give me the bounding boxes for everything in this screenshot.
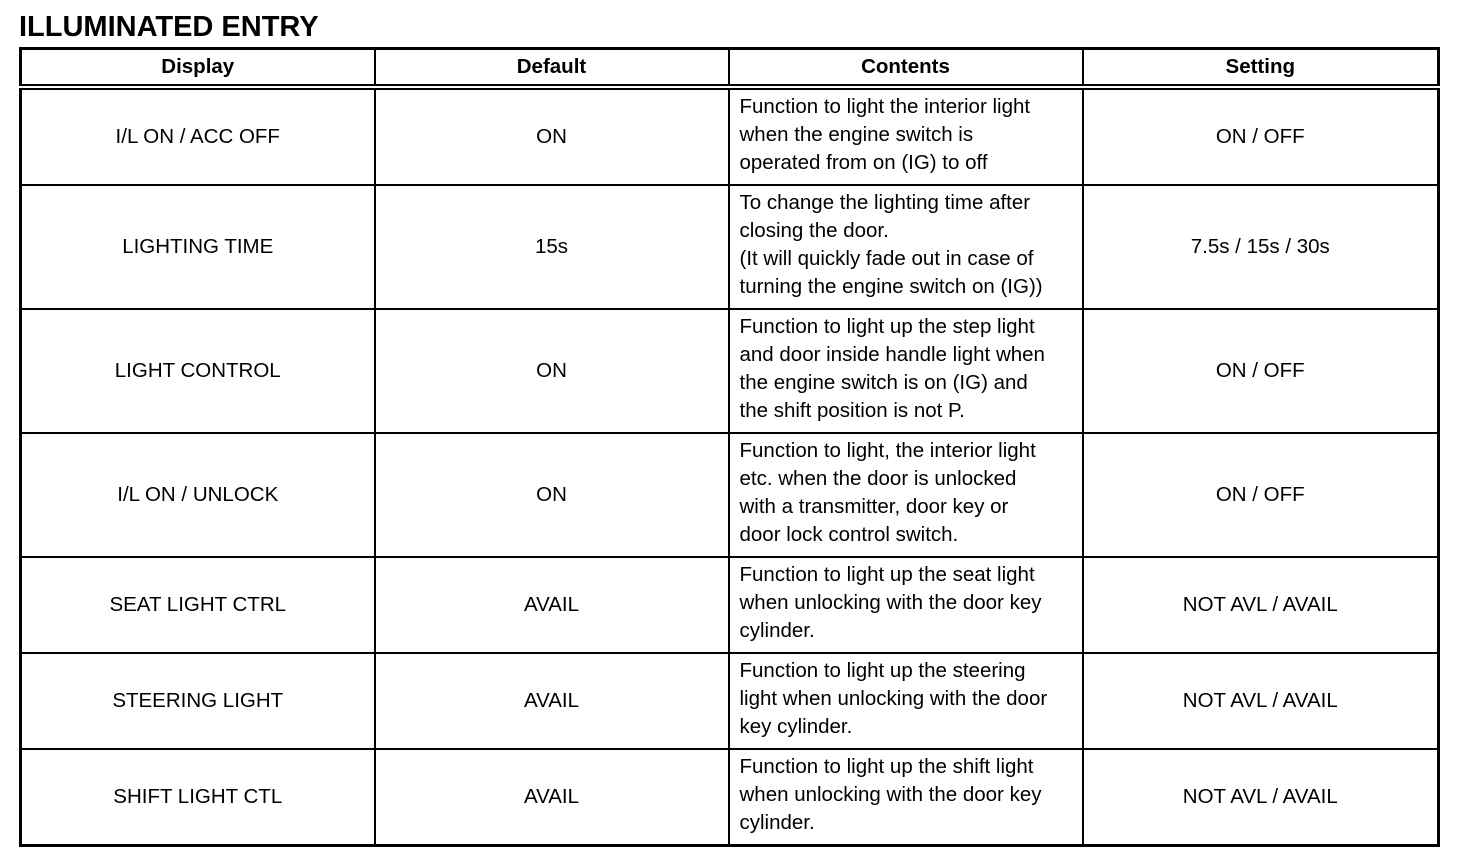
header-row — [21, 49, 1439, 88]
default-cell: ON — [375, 87, 729, 185]
contents-cell: Function to light the interior light when the engine switch is operated from on (IG) to off — [729, 87, 1083, 185]
display-cell: I/L ON / ACC OFF — [21, 87, 375, 185]
contents-cell: Function to light up the seat light when unlocking with the door key cylinder. — [729, 557, 1083, 653]
contents-cell: Function to light up the steering light when unlocking with the door key cylinder. — [729, 653, 1083, 749]
page-title: ILLUMINATED ENTRY — [19, 11, 319, 43]
illuminated-entry-table — [19, 47, 1440, 847]
default-cell: AVAIL — [375, 557, 729, 653]
contents-cell: Function to light up the step light and door inside handle light when the engine switch is on (IG) and the shift position is not P. — [729, 309, 1083, 433]
table-row — [21, 653, 1439, 749]
setting-cell: ON / OFF — [1083, 87, 1439, 185]
default-cell: AVAIL — [375, 653, 729, 749]
settings-table-container — [19, 47, 1437, 847]
column-header-display: Display — [21, 49, 375, 88]
default-cell: ON — [375, 433, 729, 557]
contents-cell: Function to light, the interior light etc. when the door is unlocked with a transmitter, door key or door lock control switch. — [729, 433, 1083, 557]
table-row — [21, 433, 1439, 557]
default-cell: AVAIL — [375, 749, 729, 846]
table-header — [21, 49, 1439, 88]
setting-cell: ON / OFF — [1083, 433, 1439, 557]
default-cell: ON — [375, 309, 729, 433]
display-cell: STEERING LIGHT — [21, 653, 375, 749]
display-cell: SEAT LIGHT CTRL — [21, 557, 375, 653]
contents-cell: To change the lighting time after closing the door. (It will quickly fade out in case of turning the engine switch on (IG)) — [729, 185, 1083, 309]
table-row — [21, 185, 1439, 309]
table-body — [21, 87, 1439, 846]
table-row — [21, 309, 1439, 433]
table-row — [21, 749, 1439, 846]
table-row — [21, 557, 1439, 653]
column-header-default: Default — [375, 49, 729, 88]
default-cell: 15s — [375, 185, 729, 309]
table-row — [21, 87, 1439, 185]
column-header-contents: Contents — [729, 49, 1083, 88]
display-cell: SHIFT LIGHT CTL — [21, 749, 375, 846]
contents-cell: Function to light up the shift light when unlocking with the door key cylinder. — [729, 749, 1083, 846]
column-header-setting: Setting — [1083, 49, 1439, 88]
display-cell: I/L ON / UNLOCK — [21, 433, 375, 557]
display-cell: LIGHT CONTROL — [21, 309, 375, 433]
setting-cell: 7.5s / 15s / 30s — [1083, 185, 1439, 309]
setting-cell: NOT AVL / AVAIL — [1083, 653, 1439, 749]
setting-cell: ON / OFF — [1083, 309, 1439, 433]
setting-cell: NOT AVL / AVAIL — [1083, 557, 1439, 653]
setting-cell: NOT AVL / AVAIL — [1083, 749, 1439, 846]
display-cell: LIGHTING TIME — [21, 185, 375, 309]
